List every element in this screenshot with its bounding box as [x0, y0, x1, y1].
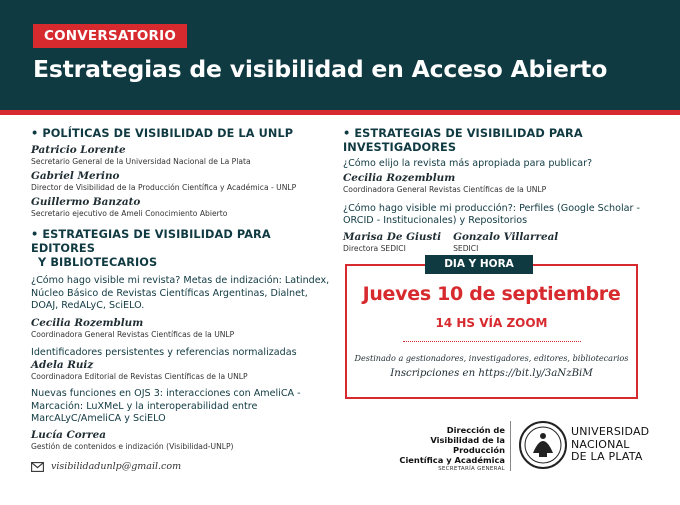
speaker-role: Directora SEDICI	[343, 243, 406, 253]
direccion-line: Dirección de	[446, 425, 505, 435]
speaker-block	[31, 196, 331, 219]
section-title-line: Y BIBLIOTECARIOS	[38, 256, 158, 269]
speaker-block	[343, 231, 441, 254]
speaker-name: Lucía Correa	[31, 428, 106, 441]
section-title-line: • ESTRATEGIAS DE VISIBILIDAD PARA EDITORES	[31, 228, 271, 255]
header-red-stripe	[0, 110, 680, 115]
dotted-divider	[403, 341, 581, 342]
direccion-subline: SECRETARÍA GENERAL	[438, 466, 505, 472]
speaker-block	[31, 429, 331, 452]
section-title-editores	[31, 228, 331, 270]
speaker-block	[31, 170, 331, 193]
conversatorio-tag: CONVERSATORIO	[33, 24, 187, 48]
speaker-name: Cecilia Rozemblum	[343, 171, 456, 184]
topic-text: Identificadores persistentes y referencias normalizadas	[31, 346, 297, 358]
unlp-seal-icon	[518, 419, 568, 471]
speaker-role: SEDICI	[453, 243, 479, 253]
event-tag: DIA Y HORA	[425, 255, 533, 274]
unlp-line: UNIVERSIDAD	[571, 425, 650, 438]
registration-link[interactable]: Inscripciones en https://bit.ly/3aNzBiM	[390, 368, 593, 379]
topic-text: Nuevas funciones en OJS 3: interacciones con AmeliCA - Marcación: LuXMeL y la interoperabilidad entre MarcALyC/AmeliCA y SciELO	[31, 388, 301, 424]
speaker-block	[31, 317, 331, 340]
speaker-role: Secretario General de la Universidad Nacional de La Plata	[31, 157, 251, 166]
speaker-role: Gestión de contenidos e indización (Visibilidad-UNLP)	[31, 441, 234, 451]
direccion-line: Visibilidad de la Producción	[430, 435, 505, 455]
speaker-name: Gonzalo Villarreal	[453, 230, 559, 243]
speaker-block	[453, 231, 558, 254]
topic-text: ¿Cómo elijo la revista más apropiada para publicar?	[343, 158, 593, 169]
speaker-role: Coordinadora General Revistas Científicas de la UNLP	[343, 184, 547, 194]
email-text[interactable]: visibilidadunlp@gmail.com	[51, 461, 182, 472]
speaker-block	[31, 144, 331, 167]
topic-text: ¿Cómo hago visible mi producción?: Perfiles (Google Scholar - ORCID - Institucionales) y Repositorios	[343, 202, 640, 226]
event-time: 14 HS VÍA ZOOM	[435, 316, 548, 330]
right-column	[343, 127, 648, 254]
speaker-name: Guillermo Banzato	[31, 196, 141, 208]
topic-text: ¿Cómo hago visible mi revista? Metas de indización: Latindex, Núcleo Básico de Revistas Científicas Argentinas, Dialnet, DOAJ, RedALyC, SciELO.	[31, 275, 330, 311]
speaker-row	[343, 231, 648, 254]
left-column	[31, 127, 331, 452]
page-title: Estrategias de visibilidad en Acceso Abierto	[33, 55, 608, 83]
speaker-role: Secretario ejecutivo de Ameli Conocimiento Abierto	[31, 209, 228, 218]
event-date: Jueves 10 de septiembre	[362, 283, 621, 305]
direccion-logo-text	[380, 425, 505, 474]
speaker-role: Coordinadora Editorial de Revistas Científicas de la UNLP	[31, 372, 248, 381]
contact-email[interactable]	[31, 461, 181, 472]
speaker-role: Director de Visibilidad de la Producción Científica y Académica - UNLP	[31, 183, 297, 192]
speaker-name: Patricio Lorente	[31, 144, 126, 156]
event-audience: Destinado a gestionadores, investigadores, editores, bibliotecarios	[354, 353, 629, 363]
speaker-name: Cecilia Rozemblum	[31, 316, 144, 329]
logo-divider	[510, 421, 511, 471]
envelope-icon	[31, 462, 44, 472]
section-title-politicas: • POLÍTICAS DE VISIBILIDAD DE LA UNLP	[31, 127, 294, 140]
speaker-name: Adela Ruiz	[31, 359, 94, 371]
direccion-line: Científica y Académica	[399, 455, 505, 465]
speaker-block	[31, 359, 331, 382]
unlp-line: DE LA PLATA	[571, 450, 643, 463]
speaker-name: Gabriel Merino	[31, 170, 120, 182]
speaker-name: Marisa De Giusti	[343, 230, 442, 243]
speaker-role: Coordinadora General Revistas Científicas de la UNLP	[31, 329, 235, 339]
unlp-line: NACIONAL	[571, 437, 630, 451]
unlp-logo-text	[571, 426, 651, 464]
speaker-block	[343, 172, 648, 195]
section-title-investigadores: • ESTRATEGIAS DE VISIBILIDAD PARA INVESTIGADORES	[343, 127, 583, 154]
